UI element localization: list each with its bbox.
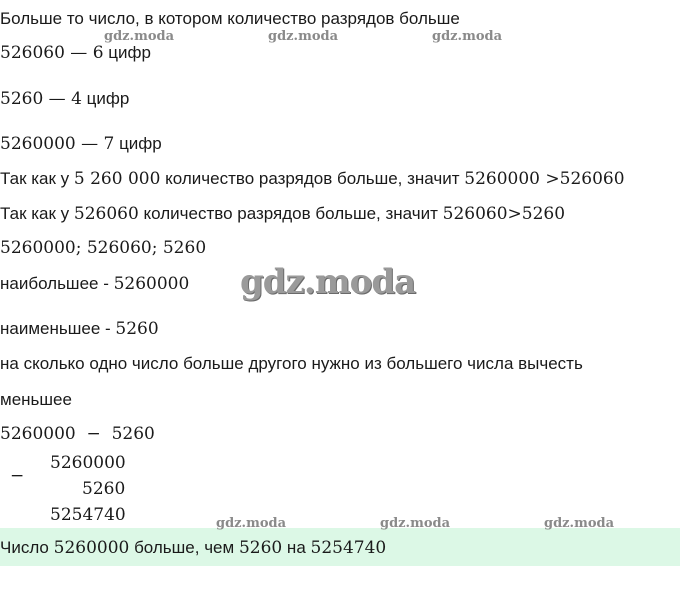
math-expr: 526060>5260 <box>442 204 566 224</box>
math-expr: 5260000 <box>113 274 190 294</box>
column-minus-sign: − <box>10 466 25 486</box>
text-fragment: Так как у <box>0 204 74 223</box>
text-fragment: наибольшее - <box>0 274 114 293</box>
math-expr: 5260 — 4 <box>0 89 82 109</box>
ordered-list <box>0 237 206 259</box>
watermark-logo: gdz.moda <box>240 262 416 302</box>
math-expr: 5260 <box>115 319 159 339</box>
column-result: 5254740 <box>50 505 126 525</box>
column-minuend: 5260000 <box>50 453 126 473</box>
watermark-text: gdz.moda <box>104 29 175 44</box>
watermark-text: gdz.moda <box>544 516 615 531</box>
text-fragment: цифр <box>103 43 151 62</box>
text-fragment: количество разрядов больше, значит <box>138 204 443 223</box>
watermark-text: gdz.moda <box>432 29 503 44</box>
explanation-line: на сколько одно число больше другого нужно из большего числа вычесть <box>0 354 583 373</box>
math-expr: 5260000 >526060 <box>464 169 625 189</box>
text-fragment: цифр <box>114 134 162 153</box>
largest-line <box>0 273 189 295</box>
math-expr: 526060 <box>73 204 139 224</box>
text-fragment: наименьшее - <box>0 319 116 338</box>
text-fragment: на <box>282 538 311 557</box>
math-expr: 5260000 — 7 <box>0 134 115 154</box>
smallest-line <box>0 318 159 340</box>
digits-5260000 <box>0 133 162 155</box>
text-fragment: Так как у <box>0 169 74 188</box>
comparison-line-2 <box>0 203 565 225</box>
text-fragment: цифр <box>81 89 130 108</box>
math-expr: 5260 <box>238 538 283 558</box>
column-subtrahend: 5260 <box>82 479 126 499</box>
subtraction-expr <box>0 423 155 445</box>
math-expr: 5260000; 526060; 5260 <box>0 238 207 258</box>
text-fragment: количество разрядов больше, значит <box>160 169 465 188</box>
math-expr: 5 260 000 <box>73 169 161 189</box>
watermark-text: gdz.moda <box>380 516 451 531</box>
text-fragment: Число <box>0 538 54 557</box>
answer-line <box>0 537 386 559</box>
math-expr: 5260000 <box>53 538 130 558</box>
intro-line: Больше то число, в котором количество разрядов больше <box>0 9 460 28</box>
digits-5260 <box>0 88 129 110</box>
watermark-text: gdz.moda <box>216 516 287 531</box>
watermark-text: gdz.moda <box>268 29 339 44</box>
text-fragment: больше, чем <box>129 538 239 557</box>
explanation-line-cont: меньшее <box>0 390 72 409</box>
math-expr: 5260000 − 5260 <box>0 424 155 444</box>
comparison-line-1 <box>0 168 625 190</box>
digits-526060 <box>0 42 151 64</box>
math-expr: 526060 — 6 <box>0 43 104 63</box>
math-expr: 5254740 <box>310 538 387 558</box>
